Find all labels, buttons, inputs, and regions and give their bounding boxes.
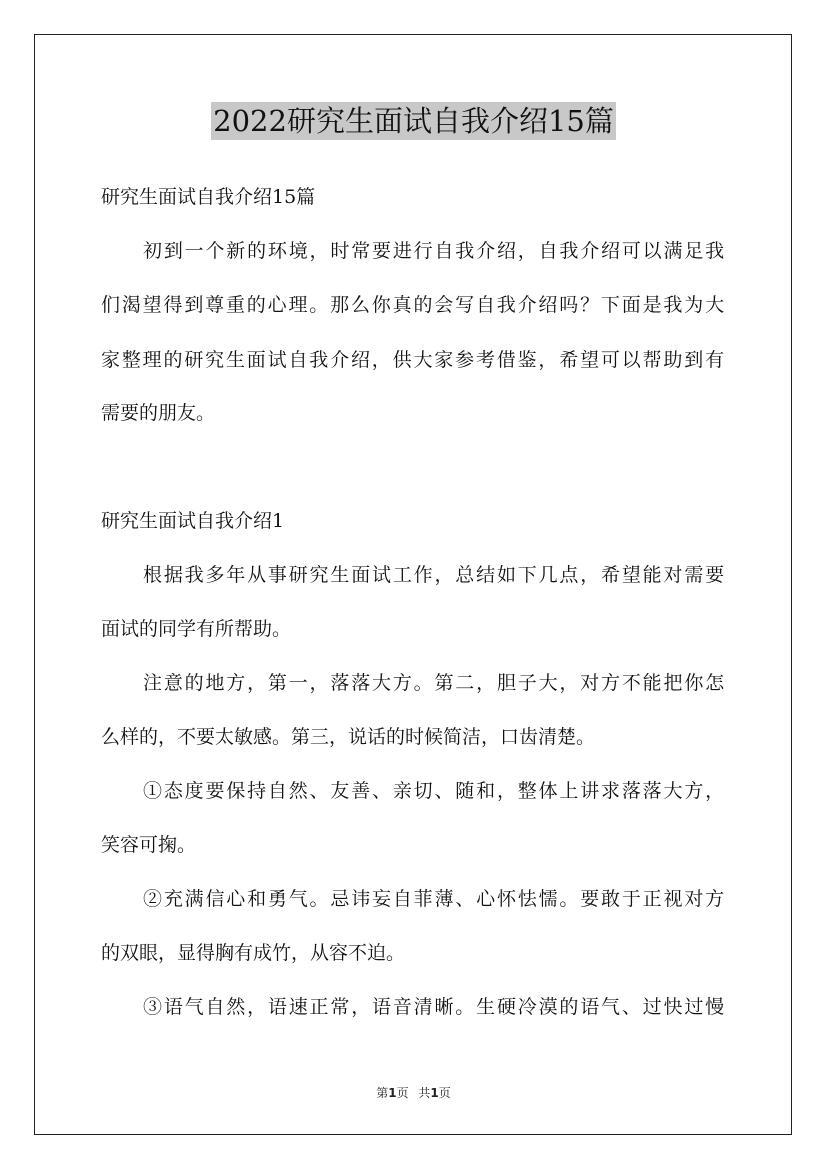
paragraph-line: ②充满信心和勇气。忌讳妄自菲薄、心怀怯懦。要敢于正视对方 [143, 888, 726, 910]
paragraph-line: 们渴望得到尊重的心理。那么你真的会写自我介绍吗？下面是我为大 [101, 294, 726, 316]
paragraph-line: ①态度要保持自然、友善、亲切、随和，整体上讲求落落大方， [143, 780, 726, 802]
document-title: 2022研究生面试自我介绍15篇 [213, 104, 614, 138]
paragraph-line: 的双眼，显得胸有成竹，从容不迫。 [101, 942, 406, 964]
paragraph-line: 初到一个新的环境，时常要进行自我介绍，自我介绍可以满足我 [143, 240, 726, 262]
paragraph-line: 面试的同学有所帮助。 [101, 618, 292, 640]
paragraph-line: 笑容可掬。 [101, 834, 197, 856]
title-wrap [0, 102, 827, 140]
section-heading: 研究生面试自我介绍1 [101, 510, 285, 532]
paragraph-line: 需要的朋友。 [101, 402, 216, 424]
paragraph-line: 根据我多年从事研究生面试工作，总结如下几点，希望能对需要 [143, 564, 726, 586]
page-footer [0, 1084, 827, 1101]
paragraph-line: ③语气自然，语速正常，语音清晰。生硬冷漠的语气、过快过慢 [143, 996, 726, 1018]
paragraph-line: 么样的，不要太敏感。第三，说话的时候简洁，口齿清楚。 [101, 726, 596, 748]
paragraph-line: 家整理的研究生面试自我介绍，供大家参考借鉴，希望可以帮助到有 [101, 349, 726, 371]
paragraph-line: 注意的地方，第一，落落大方。第二，胆子大，对方不能把你怎 [143, 672, 726, 694]
total-pages-indicator: 共1页 [418, 1086, 451, 1100]
page-indicator: 第1页 [376, 1086, 409, 1100]
paragraph-line: 研究生面试自我介绍15篇 [101, 186, 316, 208]
